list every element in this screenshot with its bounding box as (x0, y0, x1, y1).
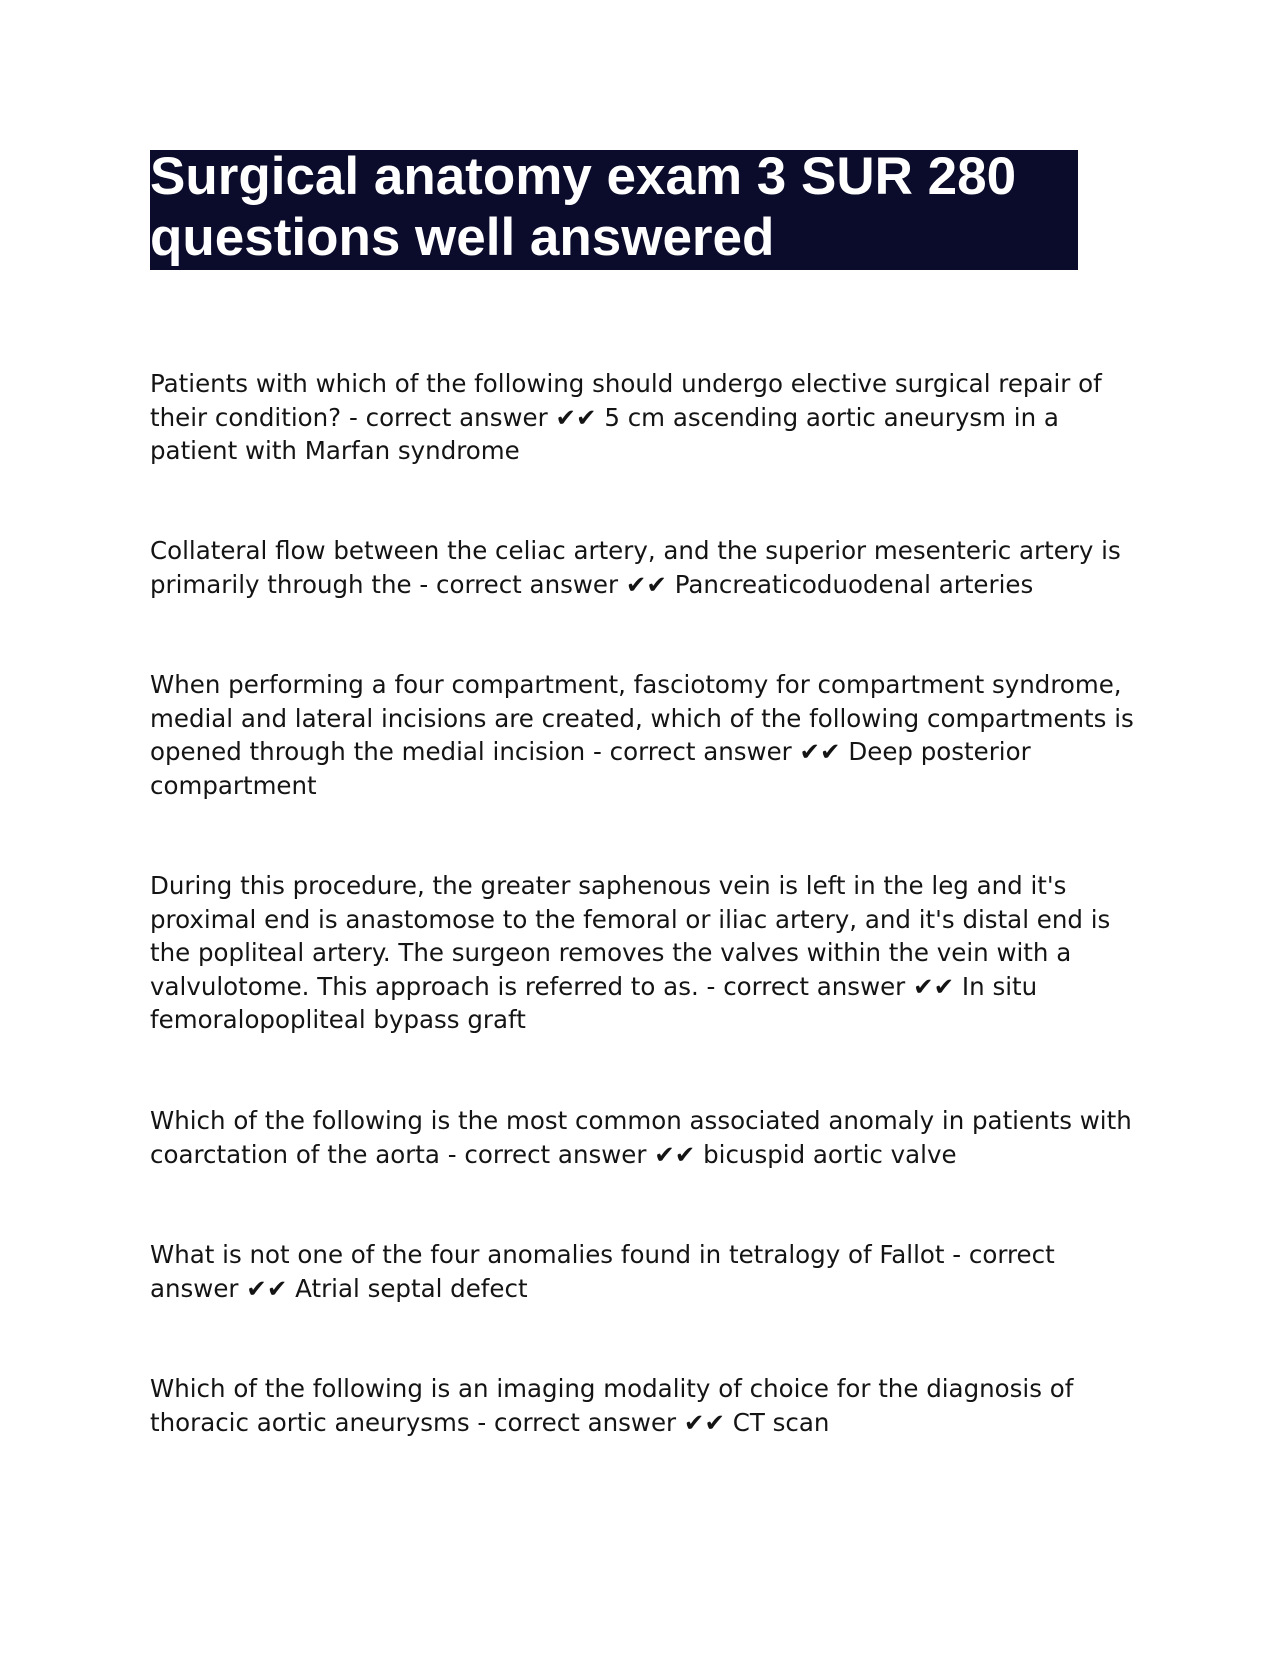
answer-text: bicuspid aortic valve (703, 1139, 957, 1169)
answer-text: Deep posterior compartment (150, 737, 1031, 800)
double-check-icon: ✔✔ (246, 1273, 288, 1303)
double-check-icon: ✔✔ (555, 402, 597, 432)
answer-text: In situ femoralopopliteal bypass graft (150, 971, 1038, 1034)
qa-item-2 (150, 534, 1140, 601)
title-banner (150, 147, 1078, 270)
qa-item-5 (150, 1104, 1140, 1171)
document-title: Surgical anatomy exam 3 SUR 280 questions well answered (150, 147, 1017, 267)
answer-label: correct answer (365, 402, 548, 432)
question-text: Patients with which of the following should undergo elective surgical repair of their condition? (150, 369, 1102, 432)
answer-label: correct answer (464, 1139, 647, 1169)
double-check-icon: ✔✔ (913, 971, 955, 1001)
qa-item-6 (150, 1238, 1140, 1305)
qa-item-4 (150, 869, 1140, 1037)
separator: - (348, 402, 358, 432)
separator: - (477, 1407, 487, 1437)
question-text: Which of the following is an imaging modality of choice for the diagnosis of thoracic aortic aneurysms (150, 1374, 1074, 1437)
question-text: During this procedure, the greater saphenous vein is left in the leg and it's proximal end is anastomose to the femoral or iliac artery, and it's distal end is the popliteal artery. The surgeon removes the valves within the vein with a valvulotome. This approach is referred to as. (150, 871, 1111, 1001)
separator: - (706, 971, 716, 1001)
separator: - (593, 737, 602, 766)
answer-text: Atrial septal defect (295, 1273, 528, 1303)
double-check-icon: ✔✔ (683, 1407, 725, 1437)
answer-label: correct answer (494, 1407, 677, 1437)
answer-label: correct answer (150, 1240, 1055, 1303)
answer-text: 5 cm ascending aortic aneurysm in a patient with Marfan syndrome (150, 402, 1059, 465)
answer-label: correct answer (723, 971, 906, 1001)
answer-label: correct answer (435, 569, 619, 599)
answer-text: Pancreaticoduodenal arteries (674, 569, 1034, 599)
qa-item-1 (150, 367, 1140, 468)
separator: - (952, 1240, 962, 1269)
double-check-icon: ✔✔ (625, 569, 667, 599)
question-text: Collateral flow between the celiac artery, and the superior mesenteric artery is primarily through the (150, 536, 1121, 599)
question-text: What is not one of the four anomalies found in tetralogy of Fallot (150, 1240, 945, 1269)
qa-item-3 (150, 668, 1140, 802)
qa-item-7 (150, 1372, 1140, 1439)
separator: - (447, 1139, 457, 1169)
question-text: Which of the following is the most common associated anomaly in patients with coarctation of the aorta (150, 1106, 1132, 1169)
double-check-icon: ✔✔ (654, 1139, 696, 1169)
answer-text: CT scan (732, 1407, 830, 1437)
question-text: When performing a four compartment, fasciotomy for compartment syndrome, medial and lateral incisions are created, which of the following compartments is opened through the medial incision (150, 670, 1134, 766)
separator: - (419, 569, 429, 599)
double-check-icon: ✔✔ (799, 737, 841, 766)
answer-label: correct answer (609, 737, 792, 766)
